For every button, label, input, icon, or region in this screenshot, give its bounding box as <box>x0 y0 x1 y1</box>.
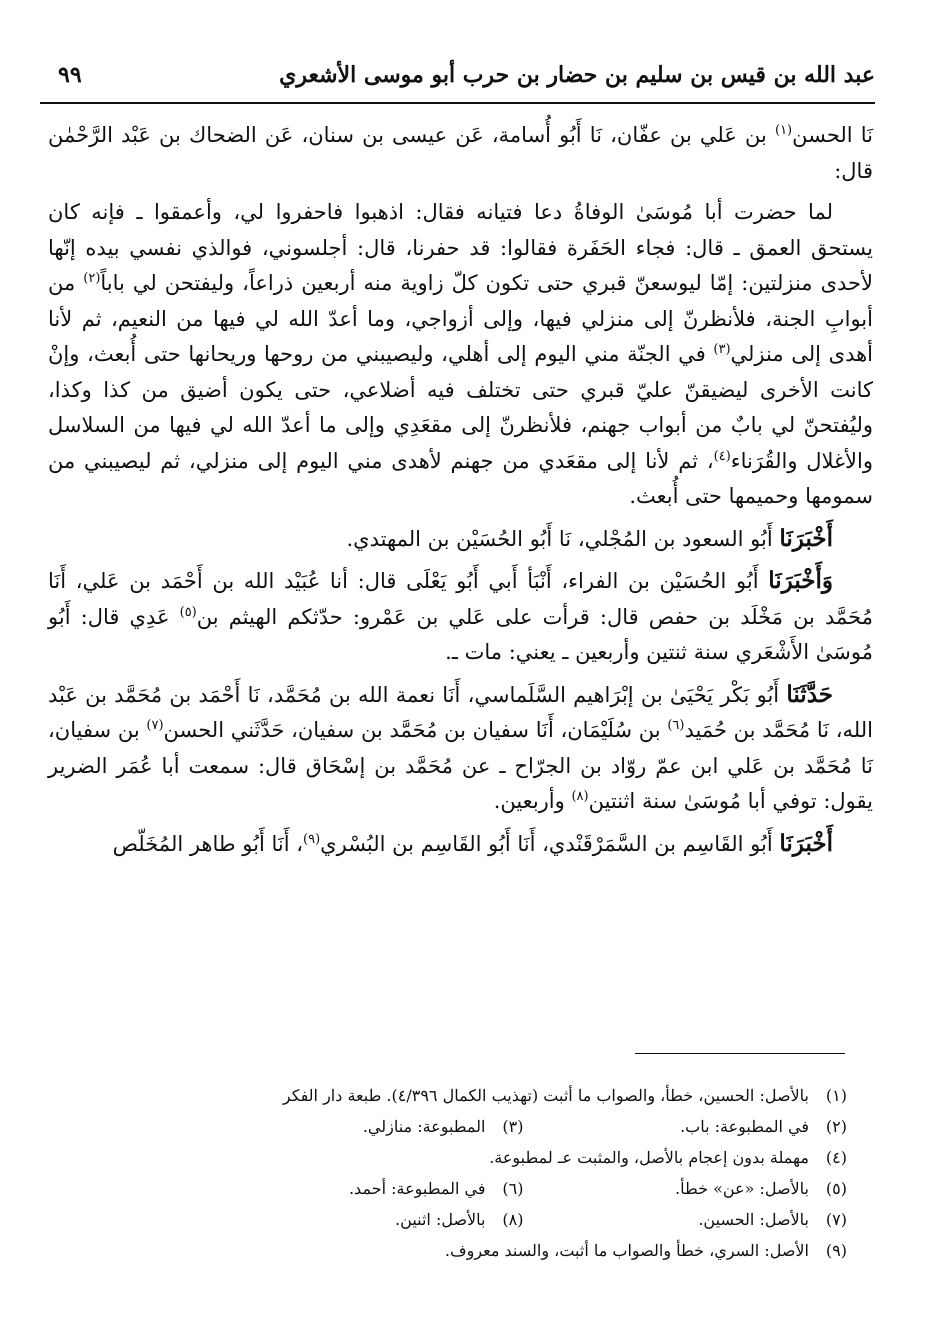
footnote-row <box>200 1204 847 1235</box>
text-run: لما حضرت أبا مُوسَىٰ الوفاةُ دعا فتيانه فقال: اذهبوا فاحفروا لي، وأعمقوا ـ فإنه كان يستحق العمق ـ قال: فجاء الحَفَرة فقالوا: قد حفرنا، قال: أجلسوني، فوالذي نفسي بيده إنّها لأحدى منزلتين: إمّا ليوسعنّ قبري حتى تكون كلّ زاوية منه أربعين ذراعاً، وليفتحن لي باباً <box>48 200 874 295</box>
paragraph-3 <box>48 521 873 558</box>
isnad-keyword: وَأَخْبَرَنَا <box>768 567 833 594</box>
paragraph-1 <box>48 118 873 189</box>
footnote-row <box>200 1111 847 1142</box>
main-text <box>48 118 873 868</box>
paragraph-2 <box>48 195 873 515</box>
page-number: ٩٩ <box>58 62 82 88</box>
footnotes <box>200 1080 847 1266</box>
text-run: من أبوابِ الجنة، فلأنظرنّ إلى منزلي فيها، وإلى أزواجي، وما أعدّ الله لي فيها من النعيم، ثم لأنا أهدى إلى منزلي <box>48 271 874 366</box>
paragraph-6 <box>48 826 873 863</box>
paragraph-4 <box>48 563 873 671</box>
footnote-text: بالأصل: اثنين. <box>395 1210 486 1229</box>
text-run: نَا الحسن <box>792 123 873 147</box>
footnote-number: (٢) <box>825 1117 847 1136</box>
footnote-number: (٨) <box>502 1210 524 1229</box>
text-run: ، أَنَا أَبُو طاهر المُخَلّص <box>112 831 304 856</box>
footnote-number: (٧) <box>825 1210 847 1229</box>
footnote-ref-1: (١) <box>774 123 793 138</box>
footnote <box>524 1204 848 1235</box>
footnote-ref-2: (٢) <box>83 271 101 286</box>
text-run: في الجنّة مني اليوم إلى أهلي، وليصيبني من روحها وريحانها حتى أُبعث، وإنْ كانت الأخرى ليضيقنّ عليّ قبري حتى تختلف فيه أضلاعي، حتى يكون أضيق من كذا وكذا، وليُفتحنّ لي بابٌ من أبواب جهنم، فلأنظرنّ إلى مقعَدِي وإلى ما أعدّ الله لي فيها من السلاسل والأغلال والقُرَناء <box>48 342 873 473</box>
text-run: عَدِي قال: أَبُو مُوسَىٰ الأَشْعَري سنة ثنتين وأربعين ـ يعني: مات ـ. <box>48 604 873 664</box>
footnote-ref-9: (٩) <box>303 831 321 847</box>
footnote-text: بالأصل: الحسين، خطأ، والصواب ما أثبت (تهذيب الكمال ٤/٣٩٦). طبعة دار الفكر <box>282 1086 809 1105</box>
header-title: عبد الله بن قيس بن سليم بن حضار بن حرب أبو موسى الأشعري <box>279 62 875 88</box>
footnote-ref-3: (٣) <box>713 342 731 357</box>
footnote-text: بالأصل: «عن» خطأ. <box>675 1179 809 1198</box>
footnote-divider <box>635 1053 845 1054</box>
text-run: أَبُو الحُسَيْن بن الفراء، أَنْبَأ أَبي أَبُو يَعْلَى قال: أنا عُبَيْد الله بن أَحْمَد بن عَلي، أَنَا مُحَمَّد بن مَخْلَد بن حفص قال: قرأت على عَلي بن عَمْرو: حدّثكم الهيثم بن <box>48 569 873 629</box>
isnad-keyword: حَدَّثَنَا <box>786 680 833 708</box>
footnote-row <box>200 1235 847 1266</box>
footnote <box>489 1142 847 1173</box>
footnote-ref-7: (٧) <box>146 718 164 733</box>
footnote-ref-4: (٤) <box>713 448 731 464</box>
text-run: ، ثم لأنا إلى مقعَدي من جهنم لأهدى مني اليوم إلى منزلي، ثم ليصيبني من سمومها وحميمها حتى أُبعث. <box>48 448 873 508</box>
footnote-text: بالأصل: الحسين. <box>698 1210 809 1229</box>
text-run: بن سفيان، نَا مُحَمَّد بن عَلي ابن عمّ روّاد بن الجرّاح ـ عن مُحَمَّد بن إسْحَاق قال: سمعت أبا عُمَر الضرير يقول: توفي أبا مُوسَىٰ سنة اثنتين <box>48 718 873 813</box>
text-run: بن سُلَيْمَان، أَنَا سفيان بن مُحَمَّد بن سفيان، حَدَّثَني الحسن <box>163 718 668 742</box>
footnote-text: المطبوعة: منازلي. <box>362 1117 486 1136</box>
footnote-row <box>200 1173 847 1204</box>
text-run: أَبُو القَاسِم بن السَّمَرْقَنْدي، أَنَا أَبُو القَاسِم بن البُسْري <box>320 831 780 856</box>
footnote-text: في المطبوعة: باب. <box>680 1117 809 1136</box>
footnote-ref-6: (٦) <box>667 718 685 733</box>
footnote-number: (٤) <box>825 1148 847 1167</box>
isnad-keyword: أَخْبَرَنَا <box>779 524 833 552</box>
footnote-row <box>200 1142 847 1173</box>
text-run: أَبُو السعود بن المُجْلي، نَا أَبُو الحُسَيْن بن المهتدي. <box>346 526 780 551</box>
footnote-number: (٣) <box>502 1117 524 1136</box>
paragraph-5 <box>48 677 873 820</box>
running-header <box>40 56 875 104</box>
footnote-row <box>200 1080 847 1111</box>
text-run: وأربعين. <box>493 789 572 813</box>
footnote-number: (٦) <box>502 1179 524 1198</box>
footnote <box>445 1235 847 1266</box>
footnote <box>283 1080 847 1111</box>
footnote <box>200 1173 524 1204</box>
footnote-text: الأصل: السري، خطأ والصواب ما أثبت، والسند معروف. <box>444 1241 809 1260</box>
footnote <box>200 1111 524 1142</box>
isnad-keyword: أَخْبَرَنَا <box>779 829 833 857</box>
text-run: أَبُو بَكْر يَحْيَىٰ بن إبْرَاهيم السَّلَماسي، أَنَا نعمة الله بن مُحَمَّد، نَا أَحْمَد بن مُحَمَّد بن عَبْد الله، نَا مُحَمَّد بن حُمَيد <box>48 682 873 742</box>
text-run: بن عَلي بن عفّان، نَا أَبُو أُسامة، عَن عيسى بن سنان، عَن الضحاك بن عَبْد الرَّحْمٰن قال: <box>48 123 873 183</box>
footnote-number: (١) <box>825 1086 847 1105</box>
footnote-number: (٥) <box>825 1179 847 1198</box>
footnote-ref-5: (٥) <box>179 604 197 620</box>
footnote <box>524 1111 848 1142</box>
footnote <box>200 1204 524 1235</box>
footnote-number: (٩) <box>825 1241 847 1260</box>
footnote-text: في المطبوعة: أحمد. <box>348 1179 486 1198</box>
footnote <box>524 1173 848 1204</box>
footnote-text: مهملة بدون إعجام بالأصل، والمثبت عـ لمطبوعة. <box>489 1148 809 1167</box>
footnote-ref-8: (٨) <box>571 789 589 804</box>
